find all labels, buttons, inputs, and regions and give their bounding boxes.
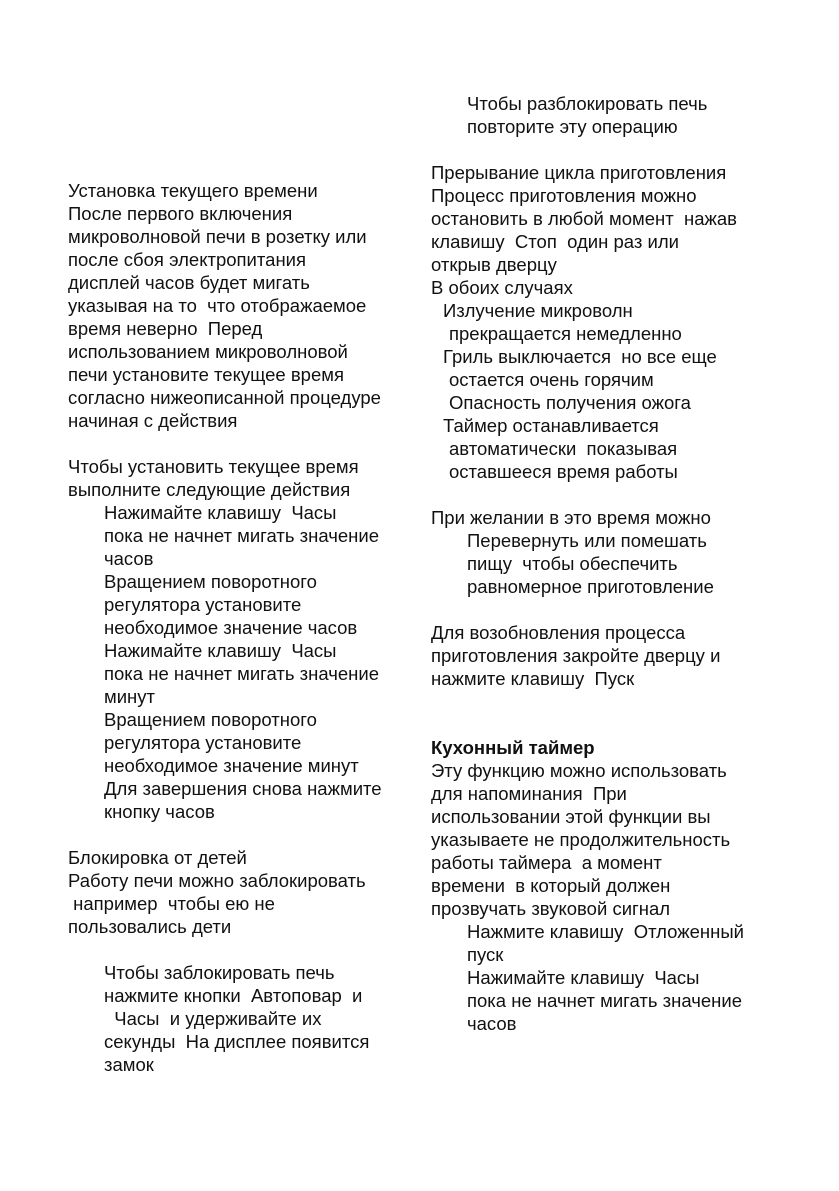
interrupt-item-line: оставшееся время работы	[449, 461, 678, 482]
set-time-text-line: после сбоя электропитания	[68, 249, 307, 270]
set-time-text-line: указывая на то что отображаемое	[68, 295, 367, 316]
interrupt-item-line: прекращается немедленно	[449, 323, 682, 344]
step-line: пока не начнет мигать значение	[104, 663, 379, 684]
unlock-step-line: повторите эту операцию	[467, 116, 678, 137]
optional-intro: При желании в это время можно	[431, 507, 711, 528]
timer-title: Кухонный таймер	[431, 737, 595, 758]
unlock-step-line: Чтобы разблокировать печь	[467, 93, 708, 114]
optional-item-line: пищу чтобы обеспечить	[467, 553, 678, 574]
interrupt-text-line: Процесс приготовления можно	[431, 185, 697, 206]
resume-text-line: Для возобновления процесса	[431, 622, 686, 643]
step-line: Вращением поворотного	[104, 709, 317, 730]
resume-text-line: нажмите клавишу Пуск	[431, 668, 635, 689]
step-line: регулятора установите	[104, 594, 302, 615]
timer-step-line: часов	[467, 1013, 517, 1034]
interrupt-item-line: Излучение микроволн	[443, 300, 633, 321]
set-time-text-line: микроволновой печи в розетку или	[68, 226, 367, 247]
timer-step-line: Нажмите клавишу Отложенный	[467, 921, 744, 942]
timer-text-line: использовании этой функции вы	[431, 806, 711, 827]
step-line: Для завершения снова нажмите	[104, 778, 382, 799]
step-line: Вращением поворотного	[104, 571, 317, 592]
step-line: кнопку часов	[104, 801, 215, 822]
resume-text-line: приготовления закройте дверцу и	[431, 645, 721, 666]
interrupt-item-line: остается очень горячим	[449, 369, 654, 390]
set-time-text-line: дисплей часов будет мигать	[68, 272, 310, 293]
child-lock-title: Блокировка от детей	[68, 847, 247, 868]
interrupt-item-line: Опасность получения ожога	[449, 392, 691, 413]
set-time-text-line: время неверно Перед	[68, 318, 263, 339]
interrupt-text-line: остановить в любой момент нажав	[431, 208, 737, 229]
lock-step-line: нажмите кнопки Автоповар и	[104, 985, 363, 1006]
lock-step-line: замок	[104, 1054, 154, 1075]
lock-step-line: Чтобы заблокировать печь	[104, 962, 335, 983]
timer-step-line: пока не начнет мигать значение	[467, 990, 742, 1011]
interrupt-title: Прерывание цикла приготовления	[431, 162, 727, 183]
interrupt-item-line: Таймер останавливается	[443, 415, 659, 436]
step-line: регулятора установите	[104, 732, 302, 753]
interrupt-text-line: открыв дверцу	[431, 254, 557, 275]
interrupt-text-line: В обоих случаях	[431, 277, 573, 298]
steps-intro-line: Чтобы установить текущее время	[68, 456, 359, 477]
lock-step-line: Часы и удерживайте их	[104, 1008, 322, 1029]
step-line: минут	[104, 686, 155, 707]
child-lock-text-line: например чтобы ею не	[68, 893, 275, 914]
timer-text-line: прозвучать звуковой сигнал	[431, 898, 671, 919]
step-line: Нажимайте клавишу Часы	[104, 640, 337, 661]
steps-intro-line: выполните следующие действия	[68, 479, 351, 500]
timer-text-line: работы таймера а момент	[431, 852, 662, 873]
optional-item-line: Перевернуть или помешать	[467, 530, 707, 551]
child-lock-text-line: пользовались дети	[68, 916, 232, 937]
interrupt-text-line: клавишу Стоп один раз или	[431, 231, 679, 252]
optional-item-line: равномерное приготовление	[467, 576, 714, 597]
interrupt-item-line: Гриль выключается но все еще	[443, 346, 717, 367]
child-lock-text-line: Работу печи можно заблокировать	[68, 870, 366, 891]
step-line: Нажимайте клавишу Часы	[104, 502, 337, 523]
step-line: пока не начнет мигать значение	[104, 525, 379, 546]
lock-step-line: секунды На дисплее появится	[104, 1031, 370, 1052]
set-time-text-line: согласно нижеописанной процедуре	[68, 387, 381, 408]
timer-text-line: указываете не продолжительность	[431, 829, 731, 850]
step-line: необходимое значение часов	[104, 617, 358, 638]
set-time-title: Установка текущего времени	[68, 180, 318, 201]
timer-text-line: времени в который должен	[431, 875, 671, 896]
set-time-text-line: печи установите текущее время	[68, 364, 344, 385]
timer-text-line: Эту функцию можно использовать	[431, 760, 727, 781]
set-time-text-line: использованием микроволновой	[68, 341, 348, 362]
step-line: необходимое значение минут	[104, 755, 359, 776]
interrupt-item-line: автоматически показывая	[449, 438, 678, 459]
step-line: часов	[104, 548, 154, 569]
set-time-text-line: После первого включения	[68, 203, 293, 224]
timer-step-line: пуск	[467, 944, 504, 965]
timer-step-line: Нажимайте клавишу Часы	[467, 967, 700, 988]
set-time-text-line: начиная с действия	[68, 410, 238, 431]
timer-text-line: для напоминания При	[431, 783, 627, 804]
